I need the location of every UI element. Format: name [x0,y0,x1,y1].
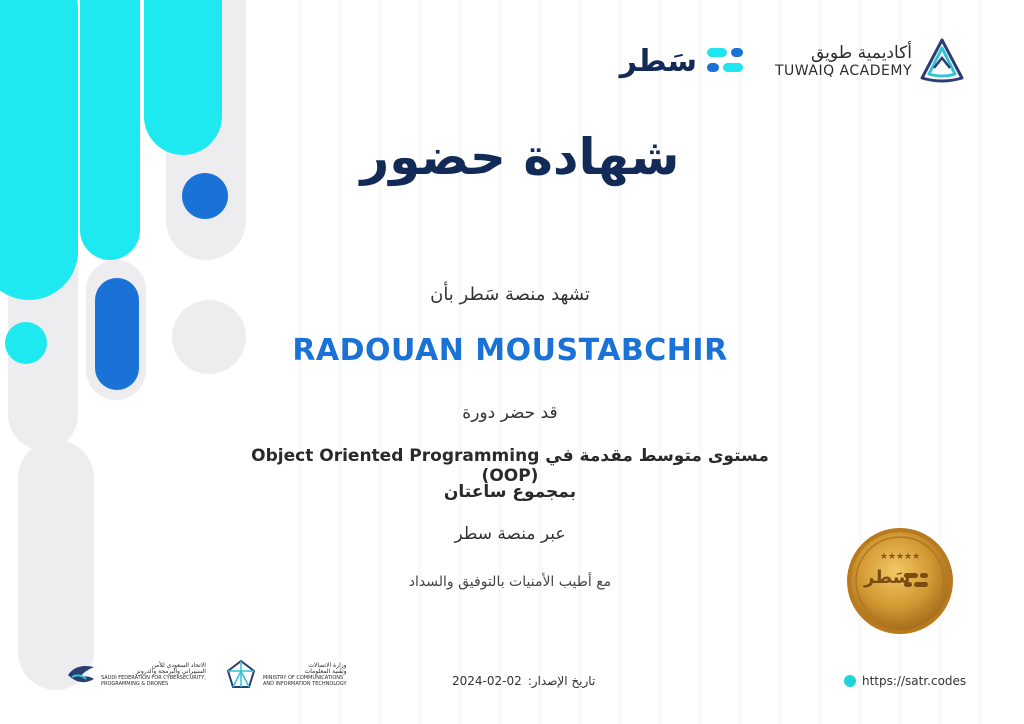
blue-dot-1 [182,173,228,219]
issue-date [452,674,595,688]
federation-en-1: SAUDI FEDERATION FOR CYBERSECURITY, [101,675,206,681]
satr-logo-text: سَطر [619,43,697,79]
federation-logo [66,661,206,689]
via-line: عبر منصة سطر [454,524,566,544]
tuwaiq-english: TUWAIQ ACADEMY [775,63,912,79]
blue-pill [95,278,139,390]
witness-text: تشهد منصة سَطر بأن [430,284,590,305]
satr-logo-icon [707,46,745,76]
hours-line: بمجموع ساعتان [443,482,577,502]
federation-ar-1: الاتحاد السعودي للأمن [151,662,206,669]
ministry-en-2: AND INFORMATION TECHNOLOGY [262,681,347,687]
federation-text [101,663,206,687]
cyan-pill-3b [144,0,222,155]
tuwaiq-logo [775,38,964,84]
gray-dot-2 [12,366,78,432]
issue-date-value: 2024-02-02 [452,674,522,688]
website-link[interactable] [844,674,966,688]
certificate-title: شهادة حضور [360,128,680,186]
ministry-logo-icon [224,659,258,691]
ministry-ar-1: وزارة الاتصالات [308,662,347,669]
ministry-text [263,663,347,687]
globe-icon [844,675,856,687]
tuwaiq-arabic: أكاديمية طويق [811,43,912,63]
gray-pill-4 [18,440,94,690]
course-line: مستوى متوسط مقدمة في Object Oriented Programming (OOP) [251,446,769,486]
federation-en-2: PROGRAMMING & DRONES [101,681,169,687]
federation-logo-icon [66,661,96,689]
recipient-name: RADOUAN MOUSTABCHIR [292,333,728,368]
website-url[interactable]: https://satr.codes [862,674,967,688]
cyan-dot [5,322,47,364]
ministry-en-1: MINISTRY OF COMMUNICATIONS [262,675,344,681]
footer-logos [66,659,347,691]
wishes-text: مع أطيب الأمنيات بالتوفيق والسداد [408,574,612,590]
tuwaiq-logo-icon [920,38,964,84]
ministry-logo [224,659,347,691]
issue-date-label: تاريخ الإصدار: [527,674,596,688]
satr-logo [620,44,745,79]
header-logos [620,38,964,84]
federation-ar-2: السيبراني والبرمجة والدرونز [135,668,206,675]
seal-text: سَطر [864,567,911,588]
tuwaiq-text [775,43,912,79]
cyan-pill-2 [80,0,140,260]
svg-text:★★★★★: ★★★★★ [879,552,921,562]
cyan-pill-1 [0,0,78,300]
ministry-ar-2: وتقنية المعلومات [304,668,347,675]
attended-text: قد حضر دورة [462,403,558,423]
